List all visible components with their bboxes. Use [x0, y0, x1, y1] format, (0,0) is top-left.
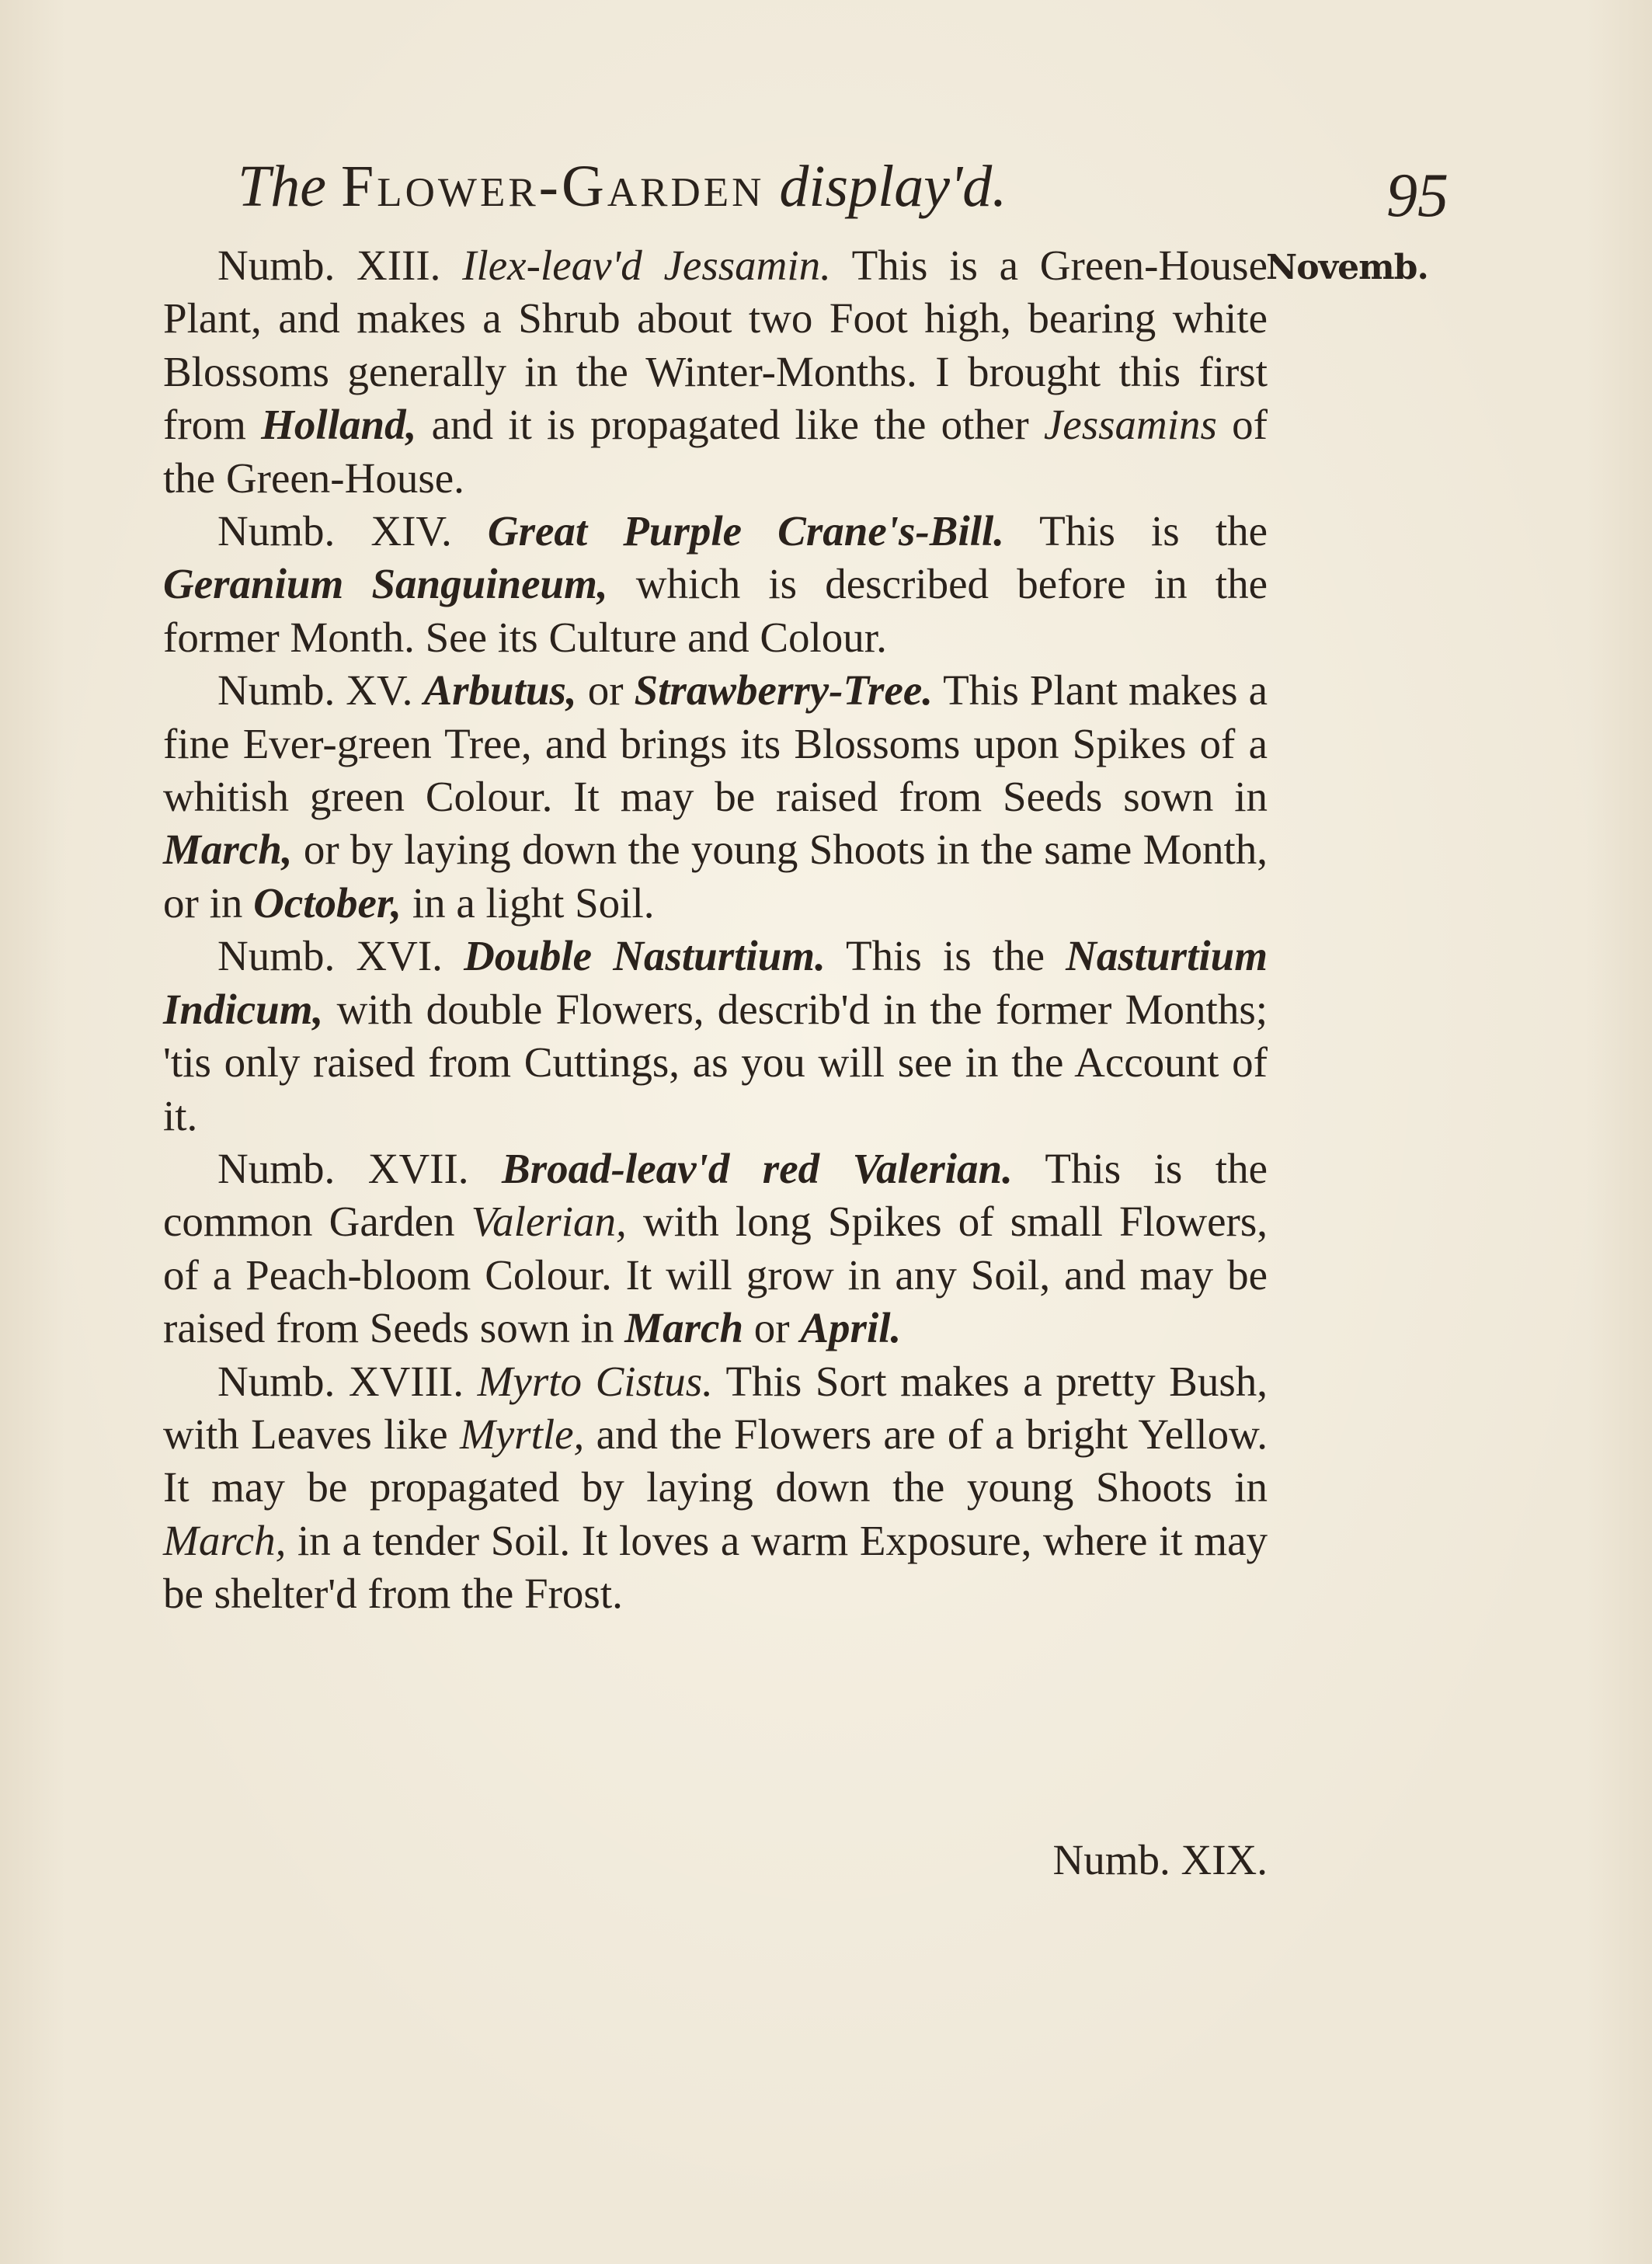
entry-text: This is the common Garden	[163, 1144, 1268, 1246]
entry-numb-xv	[163, 664, 1268, 930]
running-head	[238, 148, 1449, 225]
running-head-title: Flower-Garden	[341, 154, 765, 219]
running-head-displayd: display'd.	[779, 154, 1007, 219]
entry-text: in a tender Soil. It loves a warm Exposure, where it may be shelter'd from the Frost.	[163, 1516, 1268, 1618]
italic-term: Geranium Sanguineum,	[163, 560, 608, 608]
entry-text: in a light Soil.	[402, 878, 655, 927]
entry-text: or by laying down the young Shoots in the same Month, or in	[163, 826, 1268, 927]
entry-text: and the Flowers are of a bright Yellow. It may be propagated by laying down the young Shoots in	[163, 1410, 1268, 1511]
entry-number: Numb. XV.	[217, 666, 413, 715]
italic-term: Valerian,	[471, 1198, 627, 1246]
entry-text: or	[743, 1304, 801, 1352]
plant-name: Arbutus,	[423, 666, 577, 715]
entry-numb-xiv	[163, 505, 1268, 664]
italic-term: March	[624, 1304, 744, 1352]
plant-name: Ilex-leav'd Jessamin.	[462, 242, 831, 289]
italic-term: Nasturtium Indicum,	[163, 932, 1268, 1033]
italic-term: October,	[253, 878, 402, 927]
italic-term: Strawberry-Tree.	[634, 666, 934, 715]
margin-note-month: Novemb.	[1266, 248, 1428, 287]
italic-term: Myrtle,	[459, 1410, 585, 1458]
entry-numb-xiii	[163, 239, 1268, 505]
body-text	[163, 239, 1268, 1621]
italic-term: Jessamins	[1043, 401, 1217, 449]
plant-name: Broad-leav'd red Valerian.	[502, 1144, 1013, 1192]
italic-term: March,	[163, 1516, 287, 1564]
entry-text: This Sort makes a pretty Bush, with Leaves like	[163, 1357, 1268, 1458]
entry-text: of the Green-House.	[163, 401, 1268, 502]
entry-text: This is the	[1004, 507, 1268, 555]
plant-name: Double Nasturtium.	[464, 932, 826, 980]
entry-text: with long Spikes of small Flowers, of a Peach-bloom Colour. It will grow in any Soil, and may be raised from Seeds sown in	[163, 1198, 1268, 1352]
entry-number: Numb. XVII.	[217, 1144, 469, 1192]
entry-numb-xvii	[163, 1142, 1268, 1355]
entry-text: or	[576, 666, 635, 715]
plant-name: Great Purple Crane's-Bill.	[487, 507, 1005, 555]
page-number: 95	[1386, 162, 1449, 230]
entry-numb-xvi	[163, 930, 1268, 1142]
entry-number: Numb. XIII.	[217, 242, 441, 289]
entry-text: This is the	[825, 932, 1066, 980]
running-head-the: The	[238, 154, 326, 219]
catchword: Numb. XIX.	[1052, 1836, 1268, 1883]
entry-text: This Plant makes a fine Ever-green Tree, and brings its Blossoms upon Spikes of a whitish green Colour. It may be raised from Seeds sown in	[163, 666, 1268, 821]
italic-term: April.	[800, 1304, 902, 1352]
entry-numb-xviii	[163, 1355, 1268, 1621]
plant-name: Myrto Cistus.	[477, 1357, 713, 1405]
italic-term: March,	[163, 826, 293, 874]
italic-term: Holland,	[261, 401, 417, 449]
entry-text: This is a Green-House Plant, and makes a Shrub about two Foot high, bearing white Blossoms generally in the Winter-Months. I brought this first from	[163, 242, 1268, 449]
entry-text: with double Flowers, describ'd in the former Months; 'tis only raised from Cuttings, as you will see in the Account of it.	[163, 985, 1268, 1139]
entry-text: which is described before in the former Month. See its Culture and Colour.	[163, 560, 1268, 661]
entry-text: and it is propagated like the other	[416, 401, 1044, 449]
entry-number: Numb. XVI.	[217, 932, 443, 980]
entry-number: Numb. XVIII.	[217, 1357, 464, 1405]
entry-number: Numb. XIV.	[217, 507, 452, 555]
